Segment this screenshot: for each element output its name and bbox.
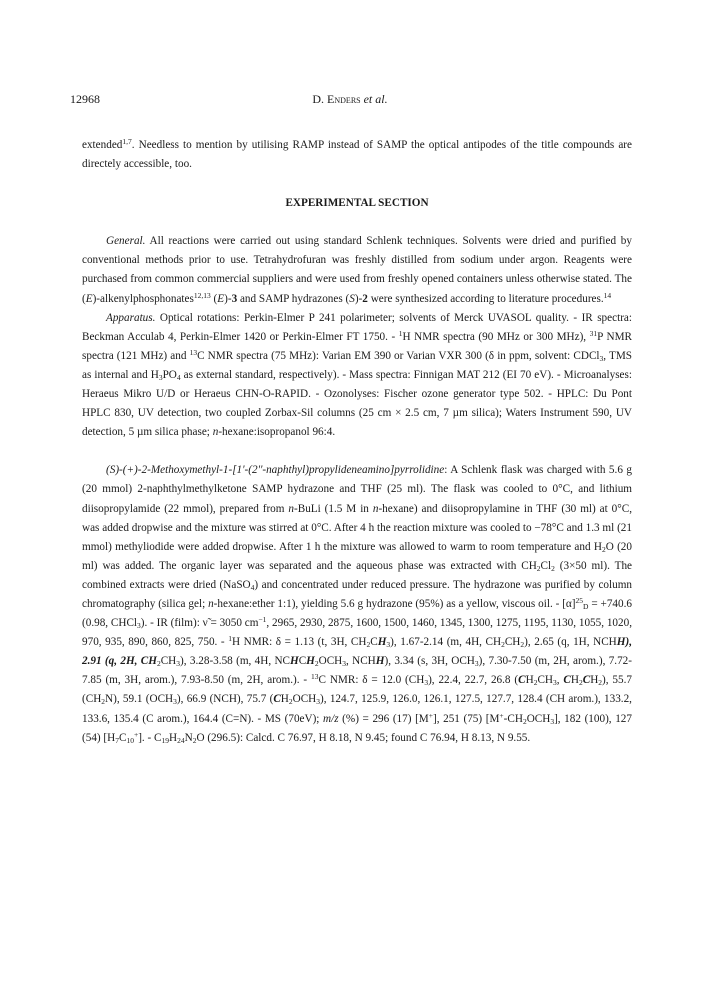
compound-name: (S)-(+)-2-Methoxymethyl-1-[1'-(2''-naphthyl)propylideneamino]pyrrolidine bbox=[106, 464, 445, 477]
paragraph-gap bbox=[82, 442, 632, 461]
running-head-etal: et al. bbox=[363, 92, 388, 106]
running-head bbox=[70, 92, 630, 106]
page-number: 12968 bbox=[70, 92, 100, 106]
apparatus-paragraph: Apparatus. Optical rotations: Perkin-Elmer P 241 polarimeter; solvents of Merck UVASOL quality. - IR spectra: Beckman Acculab 4, Perkin-Elmer 1420 or Perkin-Elmer FT 1750. - $^1$H NMR spectra (90 MHz or 300 MHz), $^{31}$P NMR spectra (121 MHz) and $^{13}$C NMR spectra (75 MHz): Varian EM 390 or Varian VXR 300 (δ in ppm, solvent: CDCl$_3$, TMS as internal and $H_3PO_4$ as external standard, respectively). - Mass spectra: Finnigan MAT 212 (EI 70 eV). - Microanalyses: Heraeus Mikro U/D or Heraeus CHN-O-RAPID. - Ozonolyses: Fischer ozone generator type 502. - HPLC: Du Pont HPLC 830, UV detection, two coupled Zorbax-Sil columns (25 cm × 2.5 cm, 7 µm silica); Waters Instrument 590, UV detection, 5 µm silica phase; n-hexane:isopropanol 96:4. bbox=[82, 311, 632, 439]
section-title: EXPERIMENTAL SECTION bbox=[285, 197, 429, 210]
running-head-author: D. Enders bbox=[312, 92, 361, 106]
general-paragraph: General. All reactions were carried out using standard Schlenk techniques. Solvents were dried and purified by conventional methods prior to use. Tetrahydrofuran was freshly distilled from sodium under argon. Reagents were purchased from common commercial suppliers and were used from freshly opened containers unless otherwise stated. The (E)-alkenylphosphonates$^{12,13}$ (E)-3 and SAMP hydrazones (S)-2 were synthesized according to literature procedures.$^{14}$ bbox=[82, 235, 632, 305]
compound-paragraph: (S)-(+)-2-Methoxymethyl-1-[1'-(2''-naphthyl)propylideneamino]pyrrolidine: A Schlenk flask was charged with 5.6 g (20 mmol) 2-naphthylmethylketone SAMP hydrazone and THF (25 ml). The flask was cooled to 0°C, and lithium diisopropylamide (22 mmol), prepared from n-BuLi (1.5 M in n-hexane) and diisopropylamine in THF (30 ml) at 0°C, was added dropwise and the mixture was stirred at 0°C. After 4 h the reaction mixture was cooled to −78°C and 1.3 ml (21 mmol) methyliodide were added dropwise. After 1 h the mixture was allowed to warm to room temperature and $H_2O$ (20 ml) was added. The organic layer was separated and the aqueous phase was extracted with $CH_2Cl_2$ (3×50 ml). The combined extracts were dried (NaSO$_4$) and concentrated under reduced pressure. The hydrazone was purified by column chromatography (silica gel; n-hexane:ether 1:1), yielding 5.6 g hydrazone (95%) as a yellow, viscous oil. - $[\alpha]^{25}_D = +740.6$ (0.98, CHCl$_3$). - IR (film): ν̃ = 3050 $cm^{-1}$, 2965, 2930, 2875, 1600, 1500, 1460, 1345, 1300, 1275, 1195, 1130, 1055, 1020, 970, 935, 890, 860, 825, 750. - $^1$H NMR: δ = 1.13 (t, 3H, $CH_2CH_3$), 1.67-2.14 (m, 4H, $CH_2CH_2$), 2.65 (q, 1H, NCHH), 2.91 (q, 2H, $CH_2CH_3$), 3.28-3.58 (m, 4H, $NCHCH_2OCH_3$, NCHH), 3.34 (s, 3H, $OCH_3$), 7.30-7.50 (m, 2H, arom.), 7.72-7.85 (m, 3H, arom.), 7.93-8.50 (m, 2H, arom.). - $^{13}$C NMR: δ = 12.0 $(CH_3)$, 22.4, 22.7, 26.8 ($CH_2CH_3$, $CH_2CH_2$), 55.7 $(CH_2N)$, 59.1 $(OCH_3)$, 66.9 (NCH), 75.7 $(CH_2OCH_3)$, 124.7, 125.9, 126.0, 126.1, 127.5, 127.7, 128.4 (CH arom.), 133.2, 133.6, 135.4 (C arom.), 164.4 (C=N). - MS (70eV); m/z (%) = 296 (17) [M+], 251 (75) $[M^+-CH_2OCH_3]$, 182 (100), 127 (54) $[H_7C_{10}^+]$. - $C_{19}H_{24}N_2O$ (296.5): Calcd. C 76.97, H 8.18, N 9.45; found C 76.94, H 8.13, N 9.55. bbox=[82, 464, 633, 745]
intro-paragraph: extended$^{1,7}$. Needless to mention by utilising RAMP instead of SAMP the optical antipodes of the title compounds are directely accessible, too. bbox=[82, 137, 632, 171]
body-text bbox=[82, 136, 632, 748]
